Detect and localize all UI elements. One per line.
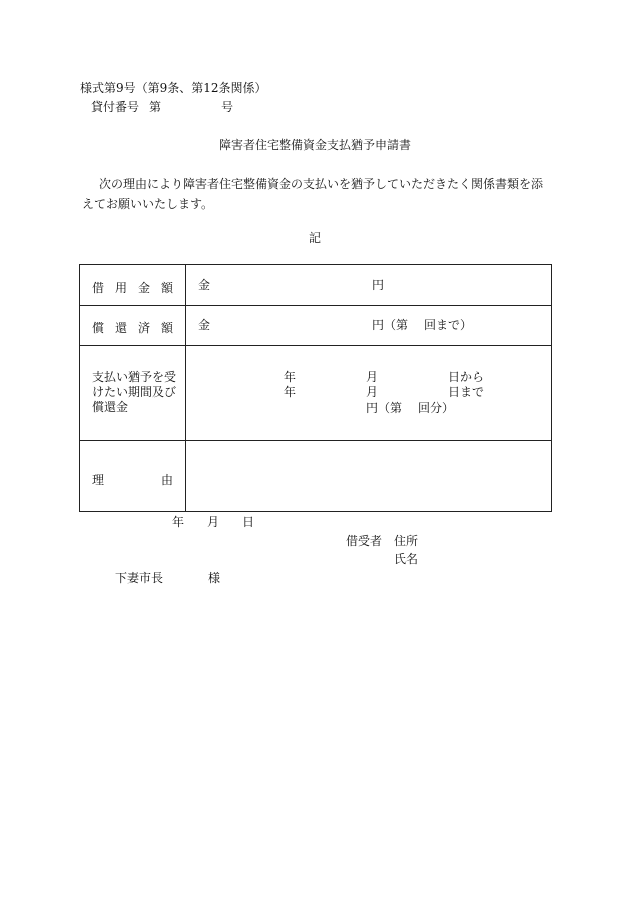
repaid-amount-kin: 金 (198, 318, 211, 332)
loan-number-prefix: 第 (149, 100, 162, 114)
page-title: 障害者住宅整備資金支払猶予申請書 (218, 138, 411, 152)
label-char: 理 (92, 473, 105, 487)
repaid-amount-label (80, 319, 185, 336)
application-table (79, 264, 552, 512)
ki-heading: 記 (308, 231, 321, 245)
date-month: 月 (207, 515, 220, 529)
deferral-yen: 円（第 (366, 401, 403, 415)
loan-amount-kin: 金 (198, 278, 211, 292)
label-char: 還 (114, 321, 127, 335)
label-char: 借 (92, 281, 105, 295)
table-column-divider (185, 265, 186, 511)
to-year: 年 (284, 385, 297, 399)
borrower-name-label: 氏名 (394, 552, 419, 566)
deferral-label-line3: 償還金 (92, 400, 129, 414)
deferral-count: 回分） (418, 401, 455, 415)
addressee-name: 下妻市長 (115, 571, 164, 585)
deferral-label-line2: けたい期間及び (92, 385, 177, 399)
to-day: 日まで (448, 385, 485, 399)
form-number: 様式第9号（第9条、第12条関係） (80, 81, 267, 95)
intro-paragraph: 次の理由により障害者住宅整備資金の支払いを猶予していただきたく関係書類を添えてお願いいたします。 (82, 177, 544, 211)
table-row-divider (80, 440, 551, 441)
date-year: 年 (172, 515, 185, 529)
from-month: 月 (366, 370, 379, 384)
deferral-label-line1: 支払い猶予を受 (92, 370, 177, 384)
label-char: 由 (160, 473, 173, 487)
label-char: 額 (160, 281, 173, 295)
from-day: 日から (448, 370, 485, 384)
repaid-count: 回まで） (424, 318, 473, 332)
date-day: 日 (242, 515, 255, 529)
label-char: 用 (114, 281, 127, 295)
from-year: 年 (284, 370, 297, 384)
borrower-address-label: 住所 (394, 534, 419, 548)
loan-number-suffix: 号 (221, 100, 234, 114)
loan-amount-yen: 円 (372, 278, 385, 292)
label-char: 金 (137, 281, 150, 295)
label-char: 額 (160, 321, 173, 335)
table-row-divider (80, 345, 551, 346)
to-month: 月 (366, 385, 379, 399)
table-row-divider (80, 305, 551, 306)
addressee-honorific: 様 (208, 571, 221, 585)
reason-label (80, 471, 185, 488)
loan-number-label: 貸付番号 (91, 100, 140, 114)
loan-amount-label (80, 279, 185, 296)
repaid-amount-yen: 円（第 (372, 318, 409, 332)
label-char: 償 (92, 321, 105, 335)
label-char: 済 (137, 321, 150, 335)
borrower-label: 借受者 (346, 534, 383, 548)
